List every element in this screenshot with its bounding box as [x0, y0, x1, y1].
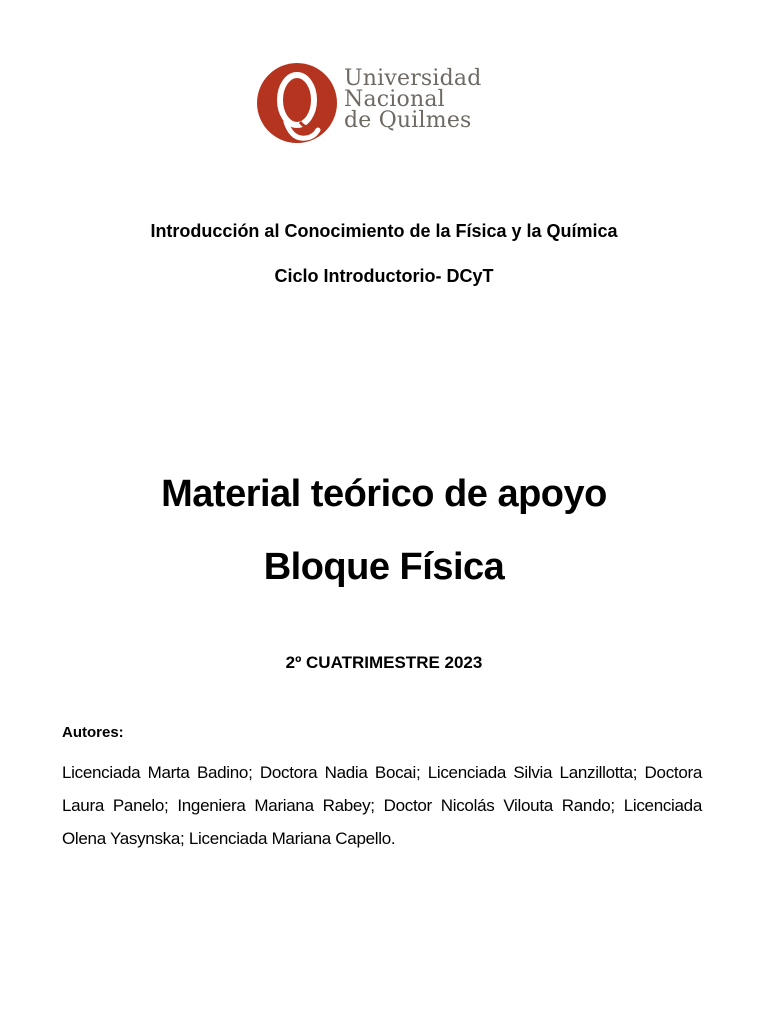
- document-title-line-1: Material teórico de apoyo: [161, 473, 607, 515]
- course-title: Introducción al Conocimiento de la Física y la Química: [150, 221, 618, 241]
- university-logo: [256, 58, 486, 148]
- authors-list: Licenciada Marta Badino; Doctora Nadia Bocai; Licenciada Silvia Lanzillotta; Doctora Laura Panelo; Ingeniera Mariana Rabey; Doctor Nicolás Vilouta Rando; Licenciada Olena Yasynska; Licenciada Mariana Capello.: [62, 763, 702, 848]
- logo-line-3: de Quilmes: [344, 108, 472, 133]
- logo-line-1: Universidad: [344, 66, 482, 91]
- document-title-line-2: Bloque Física: [263, 546, 505, 588]
- unq-q-emblem-icon: [256, 60, 338, 146]
- course-cycle: Ciclo Introductorio- DCyT: [274, 266, 494, 286]
- logo-line-2: Nacional: [344, 87, 445, 112]
- term-label: 2º CUATRIMESTRE 2023: [285, 653, 483, 672]
- university-name: [344, 68, 482, 131]
- authors-heading: Autores:: [62, 724, 124, 741]
